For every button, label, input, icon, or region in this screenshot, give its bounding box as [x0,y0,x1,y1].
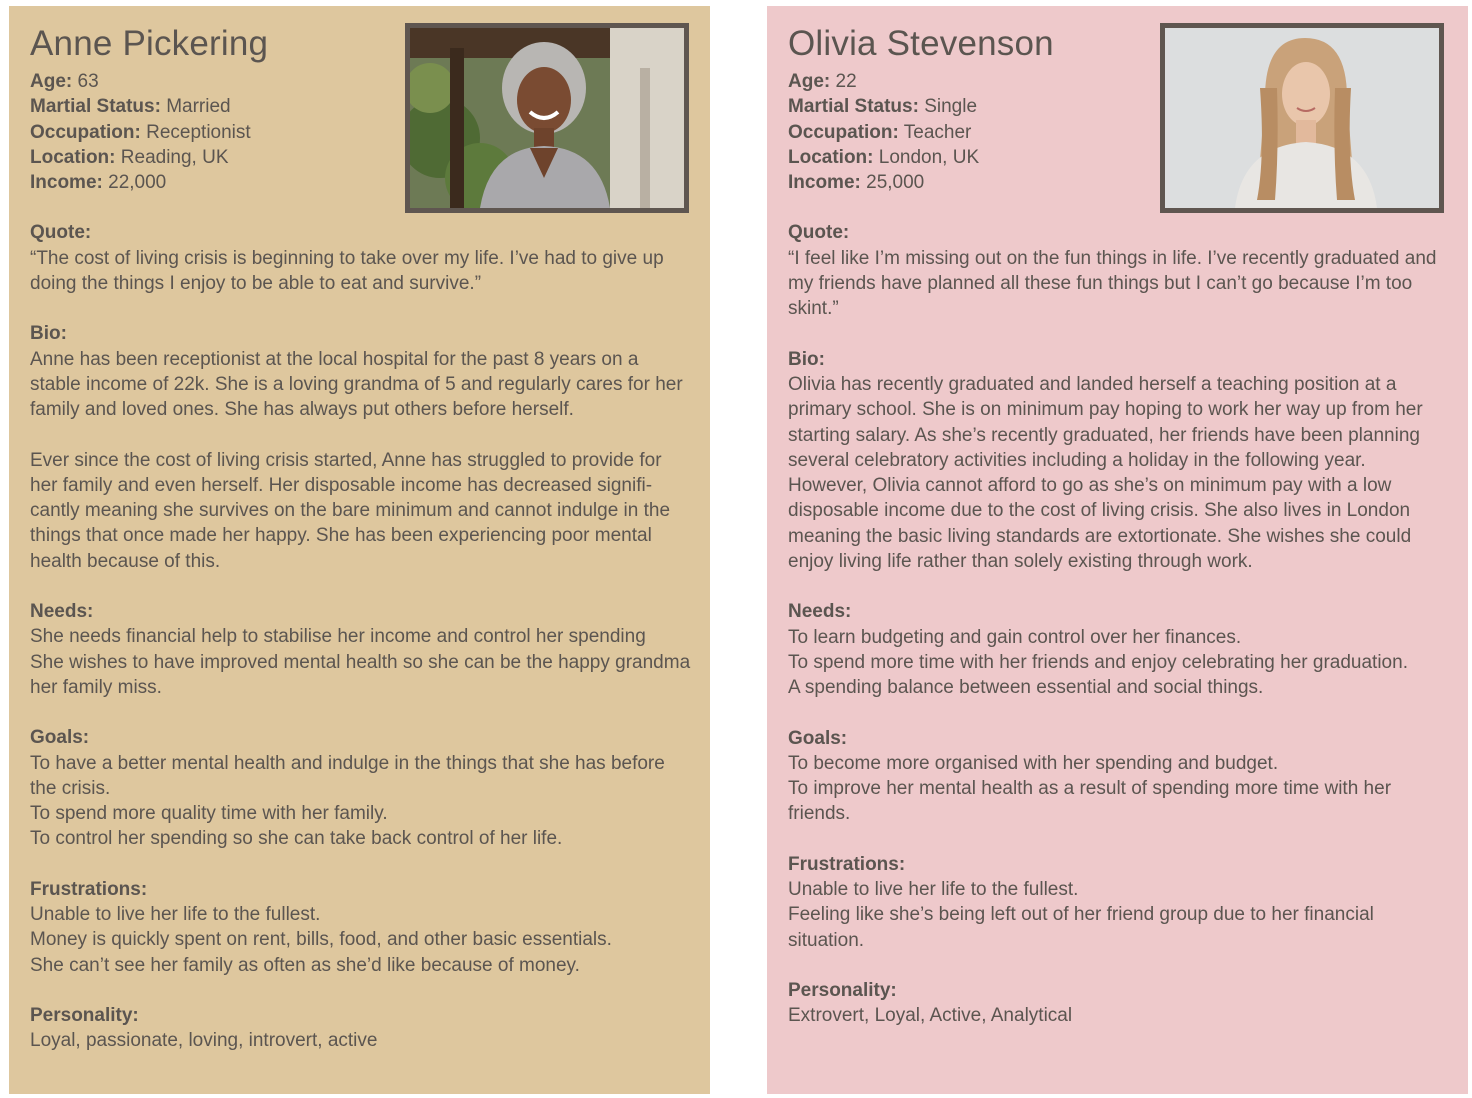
section-title: Goals: [788,727,848,749]
marital-row: Martial Status: Single [788,96,978,118]
occupation-row: Occupation: Teacher [788,121,972,143]
occupation-value: Receptionist [146,121,251,143]
income-value: 25,000 [866,172,925,194]
location-value: London, UK [878,146,980,168]
bio-section [30,321,690,574]
personality-text: Extrovert, Loyal, Active, Analytical [788,1005,1073,1027]
income-row: Income: 22,000 [30,172,167,194]
goals-section [788,726,1448,827]
section-title: Quote: [30,222,92,244]
section-title: Frustrations: [788,853,906,875]
persona-photo-anne [405,23,689,213]
quote-section [788,220,1448,321]
section-title: Needs: [788,601,852,623]
occupation-row: Occupation: Receptionist [30,121,251,143]
marital-row: Martial Status: Married [30,96,231,118]
location-row: Location: Reading, UK [30,146,229,168]
income-value: 22,000 [108,172,167,194]
persona-name: Olivia Stevenson [788,24,1054,63]
portrait-image [410,28,684,208]
personality-section [788,978,1448,1029]
section-title: Goals: [30,727,90,749]
personality-section [30,1003,690,1054]
age-row: Age: 63 [30,71,99,92]
quote-text: “The cost of living crisis is beginning to take over my life. I’ve had to give up doing the things I enjoy to be able to eat and survive.” [30,247,664,295]
marital-value: Married [166,96,231,118]
occupation-value: Teacher [903,121,972,143]
age-value: 63 [77,71,99,92]
section-title: Frustrations: [30,878,148,900]
frustrations-text: Unable to live her life to the fullest. Money is quickly spent on rent, bills, food, and other basic essentials. She can’t see her family as often as she’d like because of money. [30,904,612,976]
persona-photo-olivia [1160,23,1444,213]
bio-paragraph: Ever since the cost of living crisis started, Anne has struggled to provide for her family and even herself. Her disposable income has decreased signifi- cantly meaning she survives on the bare minimum and cannot indulge in the things that once made her happy. She has been experiencing poor mental health because of this. [30,449,671,572]
bio-paragraph: Olivia has recently graduated and landed herself a teaching position at a primary school. She is on minimum pay hoping to work her way up from her starting salary. As she’s recently graduated, her friends have been planning several celebratory activities including a holiday in the following year. However, Olivia cannot afford to go as she’s on minimum pay with a low disposable income due to the cost of living crisis. She also lives in London meaning the basic living standards are extortionate. She wishes she could enjoy living life rather than solely existing through work. [788,373,1423,573]
goals-section [30,725,690,851]
quote-section [30,220,690,296]
frustrations-text: Unable to live her life to the fullest. Feeling like she’s being left out of her friend group due to her financial situation. [788,879,1374,951]
location-value: Reading, UK [120,146,229,168]
bio-paragraph: Anne has been receptionist at the local hospital for the past 8 years on a stable income of 22k. She is a loving grandma of 5 and regularly cares for her family and loved ones. She has always put others before herself. [30,348,683,421]
goals-text: To become more organised with her spending and budget. To improve her mental health as a result of spending more time with her friends. [788,752,1392,825]
section-title: Bio: [30,323,67,345]
section-title: Bio: [788,348,825,370]
needs-text: To learn budgeting and gain control over her finances. To spend more time with her friends and enjoy celebrating her graduation. A spending balance between essential and social things. [788,626,1408,699]
section-title: Personality: [788,979,897,1001]
age-row: Age: 22 [788,71,857,92]
persona-name: Anne Pickering [30,24,269,63]
persona-card-anne [9,6,710,1094]
section-title: Needs: [30,601,94,623]
section-title: Quote: [788,222,850,244]
marital-value: Single [924,96,978,118]
location-row: Location: London, UK [788,146,980,168]
age-value: 22 [835,71,857,92]
persona-card-olivia [767,6,1468,1094]
quote-text: “I feel like I’m missing out on the fun things in life. I’ve recently graduated and my friends have planned all these fun things but I can’t go because I’m too skint.” [788,247,1437,320]
personality-text: Loyal, passionate, loving, introvert, active [30,1030,378,1052]
needs-section [788,599,1448,700]
section-title: Personality: [30,1004,139,1026]
needs-text: She needs financial help to stabilise her income and control her spending She wishes to have improved mental health so she can be the happy grandma her family miss. [30,626,691,698]
bio-section [788,347,1448,575]
frustrations-section [30,877,690,978]
portrait-image [1165,28,1439,208]
frustrations-section [788,852,1448,953]
goals-text: To have a better mental health and indulge in the things that she has before the crisis. To spend more quality time with her family. To control her spending so she can take back control of her life. [30,752,665,850]
income-row: Income: 25,000 [788,172,925,194]
needs-section [30,599,690,700]
